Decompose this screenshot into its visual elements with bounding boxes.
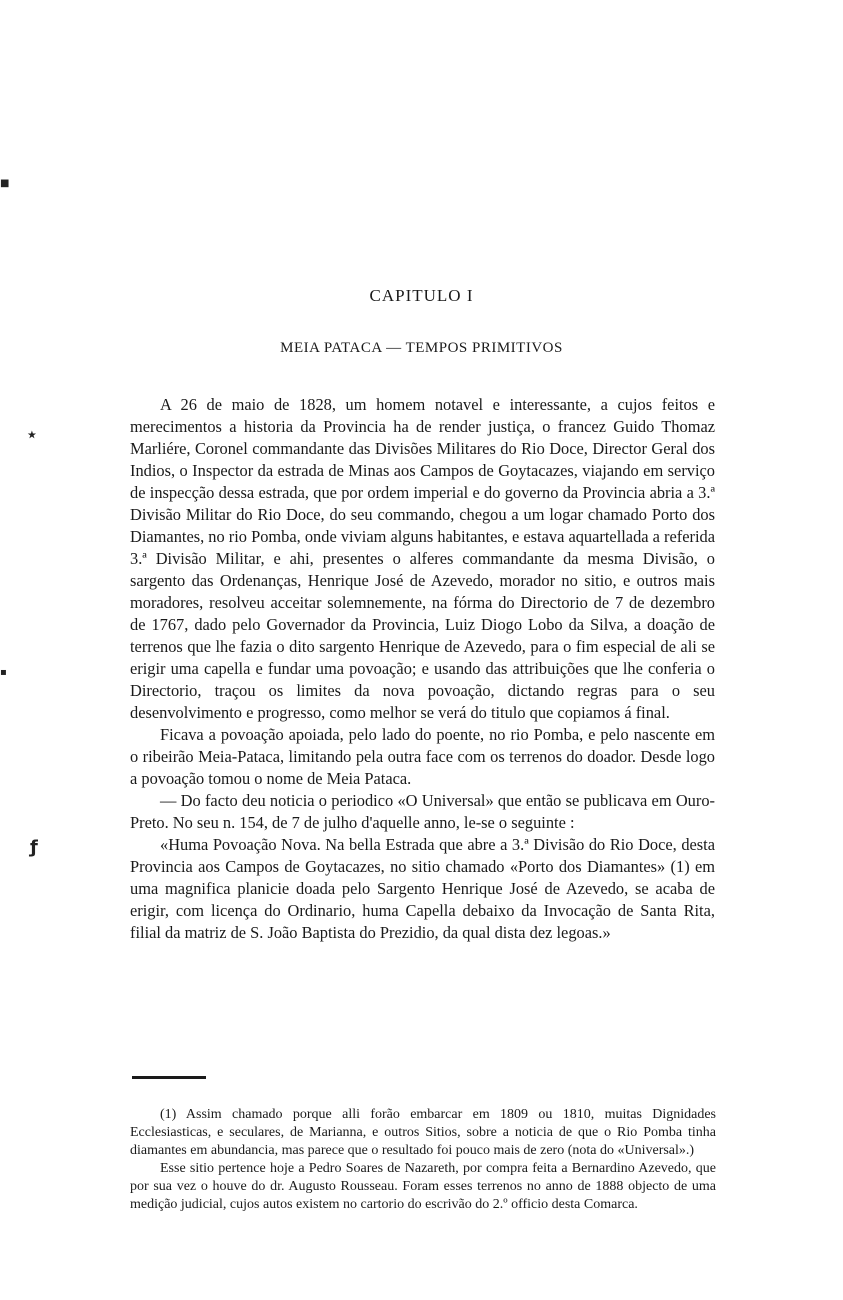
margin-tick-mark: ٭ bbox=[27, 424, 37, 445]
footnotes bbox=[130, 1106, 716, 1214]
margin-dash-mark: ▪ bbox=[0, 667, 7, 678]
margin-hook-mark: ƒ bbox=[30, 837, 38, 858]
paragraph-3: — Do facto deu noticia o periodico «O Universal» que então se publicava em Ouro-Preto. No seu n. 154, de 7 de julho d'aquelle anno, le-se o seguinte : bbox=[130, 791, 715, 832]
paragraph-2: Ficava a povoação apoiada, pelo lado do poente, no rio Pomba, e pelo nascente em o ribeirão Meia-Pataca, limitando pela outra face com os terrenos do doador. Desde logo a povoação tomou o nome de Meia Pataca. bbox=[130, 725, 715, 788]
body-text bbox=[130, 394, 715, 944]
paragraph-4-quote: «Huma Povoação Nova. Na bella Estrada que abre a 3.ª Divisão do Rio Doce, desta Provincia aos Campos de Goytacazes, no sitio chamado «Porto dos Diamantes» (1) em uma magnifica planicie doada pelo Sargento Henrique José de Azevedo, se acaba de erigir, com licença do Ordinario, huma Capella debaixo da Invocação de Santa Rita, filial da matriz de S. João Baptista do Prezidio, da qual dista dez legoas.» bbox=[130, 835, 715, 942]
footnote-1: (1) Assim chamado porque alli forão embarcar em 1809 ou 1810, muitas Dignidades Ecclesiasticas, e seculares, de Marianna, e outros Sitios, sobre a noticia de que o Rio Pomba tinha diamantes em abundancia, mas parece que o resultado foi pouco mais de zero (nota do «Universal».) bbox=[130, 1107, 716, 1158]
chapter-title: CAPITULO I bbox=[369, 286, 474, 305]
footnote-divider bbox=[132, 1076, 206, 1079]
footnote-2: Esse sitio pertence hoje a Pedro Soares de Nazareth, por compra feita a Bernardino Azevedo, que por sua vez o houve do dr. Augusto Rousseau. Foram esses terrenos no anno de 1888 objecto de uma medição judicial, cujos autos existem no cartorio do escrivão do 2.º officio desta Comarca. bbox=[130, 1161, 716, 1212]
paragraph-1: A 26 de maio de 1828, um homem notavel e interessante, a cujos feitos e merecimentos a historia da Provincia ha de render justiça, o francez Guido Thomaz Marliére, Coronel commandante das Divisões Militares do Rio Doce, Director Geral dos Indios, o Inspector da estrada de Minas aos Campos de Goytacazes, viajando em serviço de inspecção dessa estrada, que por ordem imperial e do governo da Provincia abria a 3.ª Divisão Militar do Rio Doce, do seu commando, chegou a um logar chamado Porto dos Diamantes, no rio Pomba, onde viviam alguns habitantes, e estava aquartellada a referida 3.ª Divisão Militar, e ahi, presentes o alferes commandante da mesma Divisão, o sargento das Ordenanças, Henrique José de Azevedo, morador no sitio, e outros mais moradores, resolveu acceitar solemnemente, na fórma do Directorio de 7 de dezembro de 1767, dado pelo Governador da Provincia, Luiz Diogo Lobo da Silva, a doação de terrenos que lhe fazia o dito sargento Henrique de Azevedo, para o fim especial de ali se erigir uma capella e fundar uma povoação; e usando das attribuições que lhe conferia o Directorio, traçou os limites da nova povoação, dictando regras para o seu desenvolvimento e progresso, como melhor se verá do titulo que copiamos á final. bbox=[130, 395, 715, 722]
chapter-subtitle: MEIA PATACA — TEMPOS PRIMITIVOS bbox=[280, 340, 563, 356]
margin-dot-mark: ■ bbox=[0, 178, 10, 189]
